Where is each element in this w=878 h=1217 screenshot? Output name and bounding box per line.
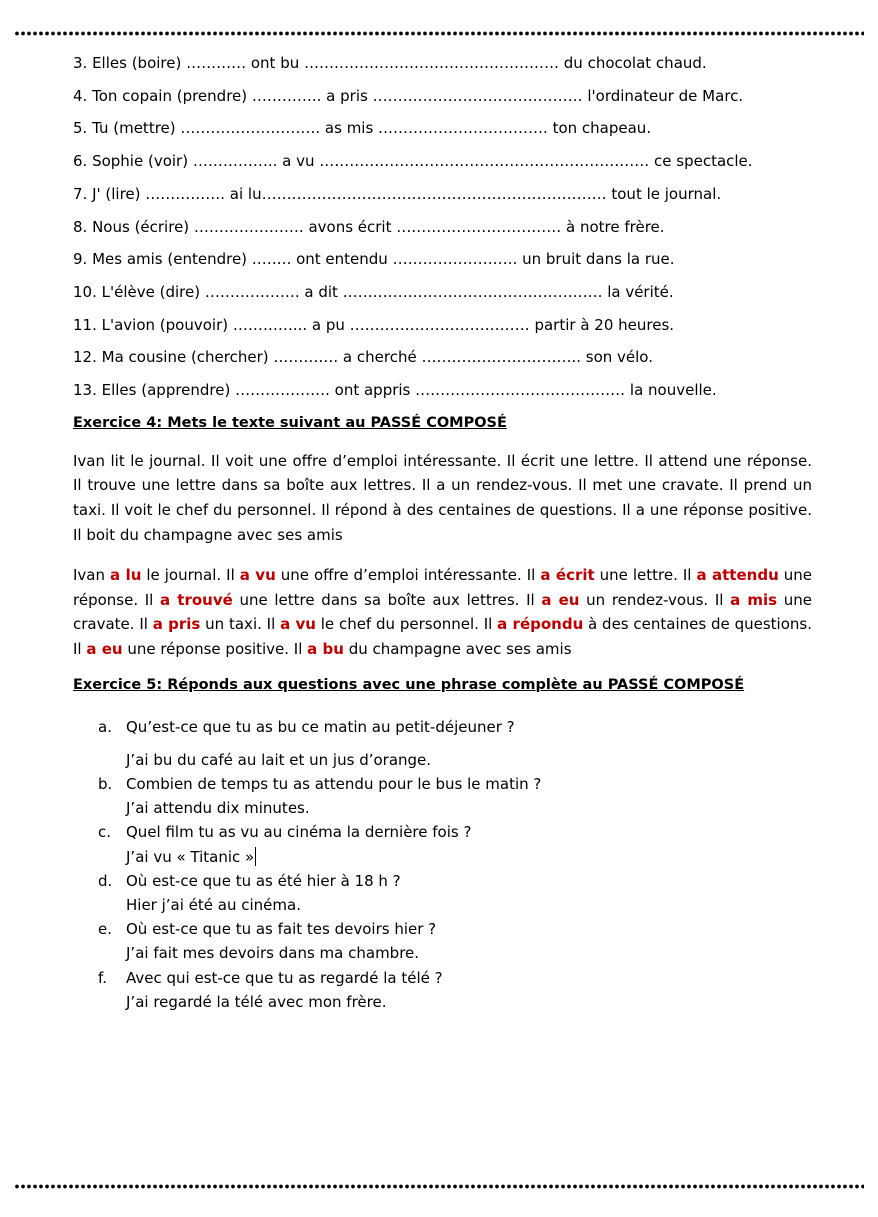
verb-exercise-list: [73, 47, 812, 407]
answer-verb: a eu: [86, 639, 123, 658]
answer-text: une offre d’emploi intéressante. Il: [275, 566, 541, 585]
verb-line: 3. Elles (boire) ………… ont bu …………………………………………… du chocolat chaud.: [73, 54, 707, 72]
question-item-c: [98, 820, 812, 868]
question-text: Avec qui est-ce que tu as regardé la télé ?: [126, 968, 443, 987]
answer-verb: a attendu: [696, 566, 779, 585]
verb-line: 9. Mes amis (entendre) …….. ont entendu ……………………. un bruit dans la rue.: [73, 250, 675, 269]
question-letter: e.: [98, 920, 112, 939]
question-item-d: [98, 869, 812, 917]
answer-verb: a trouvé: [160, 590, 233, 609]
answer-text: Hier j’ai été au cinéma.: [126, 895, 301, 914]
answer-verb: a pris: [152, 615, 201, 634]
question-item-b: [98, 772, 812, 820]
verb-line: 5. Tu (mettre) ………………………. as mis ……………………………. ton chapeau.: [73, 119, 652, 138]
verb-line: 4. Ton copain (prendre) ………….. a pris …………………………………… l'ordinateur de Marc.: [73, 86, 744, 105]
answer-text: une cravate. Il: [73, 590, 812, 634]
verb-line: 10. L'élève (dire) ………………. a dit ……………………………………………. la vérité.: [73, 282, 674, 301]
answer-text: Ivan: [73, 566, 110, 585]
text-cursor: [255, 847, 256, 866]
exercise5-heading: Exercice 5: Réponds aux questions avec une phrase complète au PASSÉ COMPOSÉ: [73, 677, 745, 694]
answer-text: une réponse. Il: [73, 566, 812, 609]
verb-line: 7. J' (lire) ……………. ai lu…………………………………………………………… tout le journal.: [73, 184, 722, 203]
verb-line: 6. Sophie (voir) …………….. a vu ………………………………………………………… ce spectacle.: [73, 152, 753, 171]
exercise4-heading: Exercice 4: Mets le texte suivant au PASSÉ COMPOSÉ: [73, 414, 507, 431]
question-letter: c.: [98, 823, 112, 842]
question-text: Quel film tu as vu au cinéma la dernière fois ?: [126, 823, 472, 842]
answer-text: un rendez-vous. Il: [579, 590, 731, 609]
question-letter: b.: [98, 774, 113, 793]
answer-text: une réponse positive. Il: [122, 639, 308, 658]
answer-verb: a répondu: [497, 615, 584, 634]
answer-verb: a mis: [730, 590, 778, 609]
exercise4-answer-text: [73, 563, 812, 661]
bottom-decorative-border: [14, 1183, 864, 1190]
answer-text: à des centaines de questions. Il: [73, 615, 812, 658]
question-list: [98, 715, 812, 1013]
answer-line[interactable]: [126, 845, 812, 869]
worksheet-content: [73, 47, 812, 1014]
answer-verb: a écrit: [540, 566, 595, 585]
verb-line: 12. Ma cousine (chercher) …………. a cherché ………………………….. son vélo.: [73, 348, 653, 367]
question-text: Combien de temps tu as attendu pour le bus le matin ?: [126, 774, 542, 793]
verb-line: 11. L'avion (pouvoir) …………... a pu ……………………………… partir à 20 heures.: [73, 315, 675, 334]
question-item-f: [98, 966, 812, 1014]
answer-text: J’ai fait mes devoirs dans ma chambre.: [126, 944, 420, 963]
answer-text: du champagne avec ses amis: [343, 639, 572, 658]
question-item-a: [98, 715, 812, 771]
answer-verb: a lu: [110, 566, 142, 585]
question-letter: f.: [98, 968, 107, 987]
answer-verb: a vu: [239, 566, 276, 585]
question-letter: a.: [98, 718, 112, 737]
answer-text: J’ai attendu dix minutes.: [126, 799, 310, 818]
question-letter: d.: [98, 871, 113, 890]
answer-text: une lettre. Il: [594, 566, 697, 585]
exercise4-original-text: Ivan lit le journal. Il voit une offre d’emploi intéressante. Il écrit une lettre. Il attend une réponse. Il trouve une lettre dans sa boîte aux lettres. Il a un rendez-vous. Il met une cravate. Il prend un taxi. Il voit le chef du personnel. Il répond à des centaines de questions. Il a une réponse positive. Il boit du champagne avec ses amis: [73, 451, 812, 544]
question-text: Où est-ce que tu as fait tes devoirs hier ?: [126, 920, 437, 939]
question-text: Qu’est-ce que tu as bu ce matin au petit-déjeuner ?: [126, 718, 515, 737]
verb-line: 8. Nous (écrire) …………………. avons écrit …………………………… à notre frère.: [73, 217, 665, 236]
answer-text: J’ai vu « Titanic »: [126, 847, 255, 866]
question-item-e: [98, 917, 812, 965]
answer-text: le chef du personnel. Il: [315, 615, 498, 634]
answer-verb: a eu: [541, 590, 580, 609]
answer-text: une lettre dans sa boîte aux lettres. Il: [232, 590, 542, 609]
answer-verb: a vu: [280, 615, 316, 634]
answer-text: un taxi. Il: [200, 615, 281, 634]
answer-verb: a bu: [307, 639, 344, 658]
top-decorative-border: [14, 30, 864, 37]
verb-line: 13. Elles (apprendre) ………………. ont appris …………………………………… la nouvelle.: [73, 381, 717, 400]
question-text: Où est-ce que tu as été hier à 18 h ?: [126, 871, 401, 890]
answer-text: J’ai regardé la télé avec mon frère.: [126, 992, 387, 1011]
answer-text: J’ai bu du café au lait et un jus d’orange.: [126, 750, 432, 769]
answer-text: le journal. Il: [141, 566, 240, 585]
